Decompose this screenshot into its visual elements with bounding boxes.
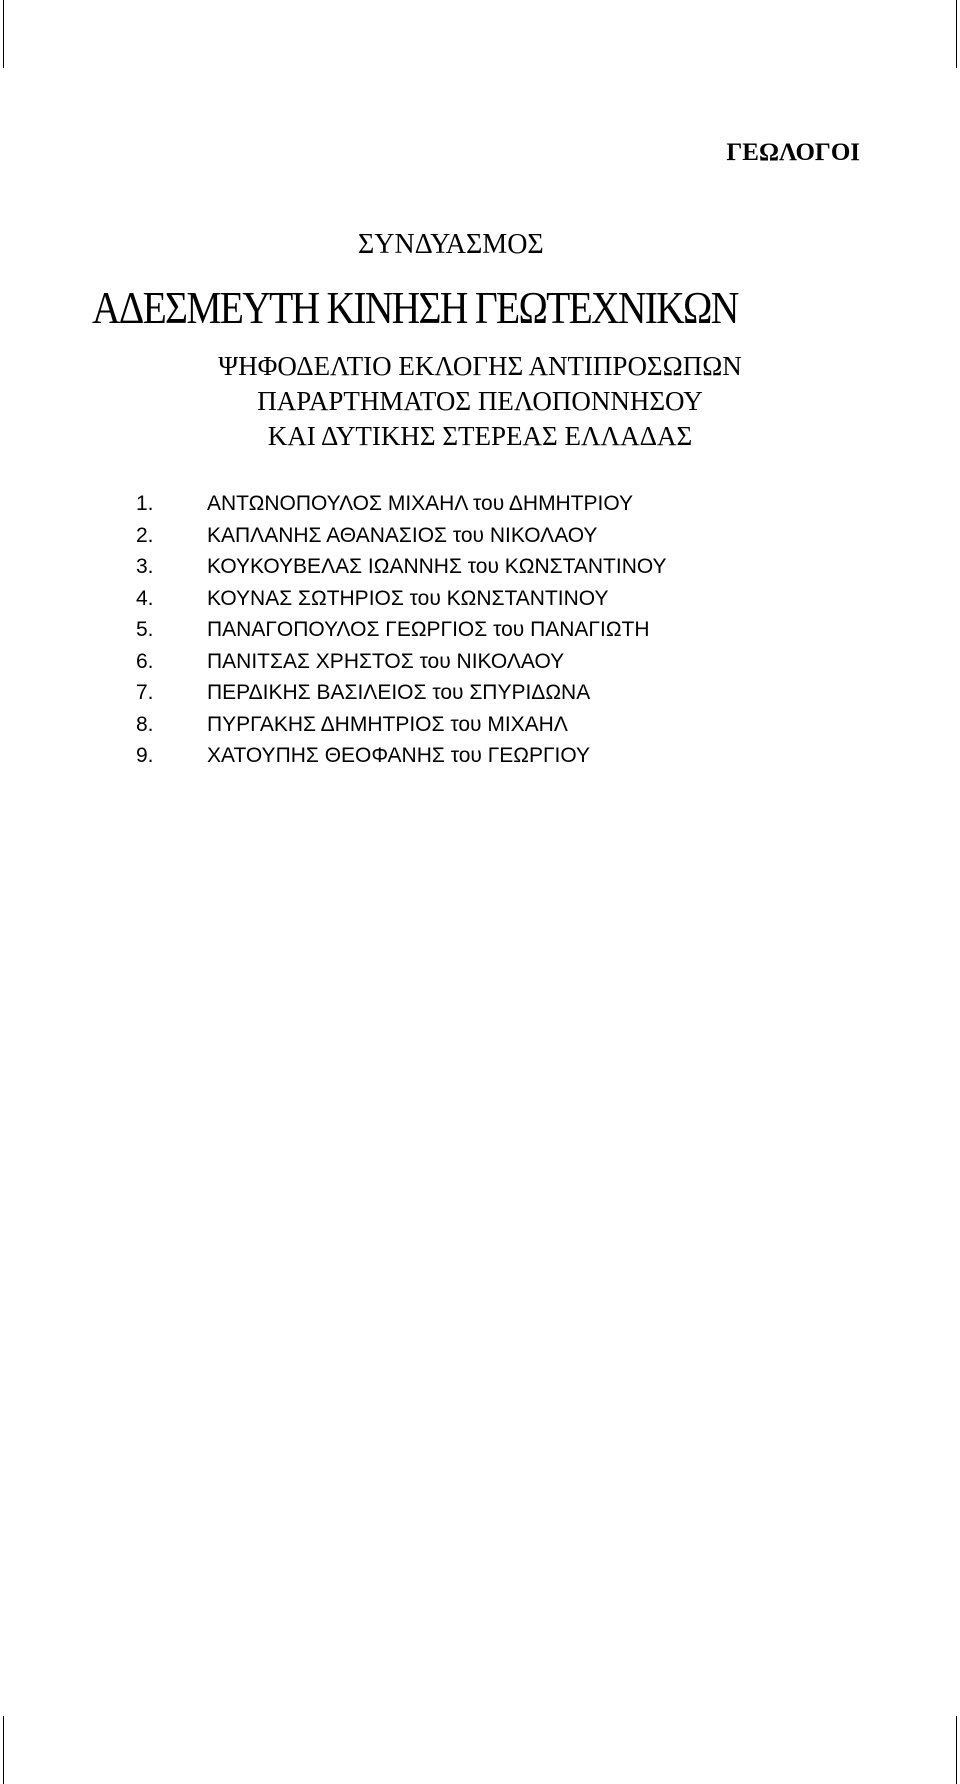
candidate-item xyxy=(136,520,667,552)
candidate-number: 2. xyxy=(136,523,154,547)
coalition-name: ΑΔΕΣΜΕΥΤΗ ΚΙΝΗΣΗ ΓΕΩΤΕΧΝΙΚΩΝ xyxy=(92,282,738,333)
candidate-name: ΠΥΡΓΑΚΗΣ ΔΗΜΗΤΡΙΟΣ του ΜΙΧΑΗΛ xyxy=(207,712,568,736)
crop-mark-top-left xyxy=(3,0,4,68)
candidate-number: 7. xyxy=(136,681,154,704)
candidate-item xyxy=(136,740,667,772)
candidate-number: 4. xyxy=(136,586,154,610)
candidate-list xyxy=(136,488,667,772)
category-label: ΓΕΩΛΟΓΟΙ xyxy=(726,139,860,166)
candidate-number: 1. xyxy=(136,492,154,515)
candidate-number: 8. xyxy=(136,712,154,736)
candidate-name: ΠΕΡΔΙΚΗΣ ΒΑΣΙΛΕΙΟΣ του ΣΠΥΡΙΔΩΝΑ xyxy=(207,681,591,704)
crop-mark-top-right xyxy=(956,0,957,68)
candidate-name: ΑΝΤΩΝΟΠΟΥΛΟΣ ΜΙΧΑΗΛ του ΔΗΜΗΤΡΙΟΥ xyxy=(207,492,634,515)
candidate-item xyxy=(136,709,667,741)
candidate-item xyxy=(136,614,667,646)
candidate-name: ΚΟΥΚΟΥΒΕΛΑΣ ΙΩΑΝΝΗΣ του ΚΩΝΣΤΑΝΤΙΝΟΥ xyxy=(207,555,667,578)
candidate-number: 3. xyxy=(136,555,154,578)
candidate-number: 6. xyxy=(136,649,154,673)
candidate-name: ΠΑΝΑΓΟΠΟΥΛΟΣ ΓΕΩΡΓΙΟΣ του ΠΑΝΑΓΙΩΤΗ xyxy=(207,618,650,641)
candidate-item xyxy=(136,551,667,583)
crop-mark-bottom-left xyxy=(3,1716,4,1784)
candidate-number: 5. xyxy=(136,618,154,641)
crop-mark-bottom-right xyxy=(956,1716,957,1784)
candidate-name: ΠΑΝΙΤΣΑΣ ΧΡΗΣΤΟΣ του ΝΙΚΟΛΑΟΥ xyxy=(207,649,565,673)
candidate-name: ΧΑΤΟΥΠΗΣ ΘΕΟΦΑΝΗΣ του ΓΕΩΡΓΙΟΥ xyxy=(207,744,591,767)
ballot-title xyxy=(0,349,960,454)
candidate-number: 9. xyxy=(136,744,154,767)
candidate-name: ΚΟΥΝΑΣ ΣΩΤΗΡΙΟΣ του ΚΩΝΣΤΑΝΤΙΝΟΥ xyxy=(207,586,609,610)
candidate-item xyxy=(136,677,667,709)
candidate-item xyxy=(136,583,667,615)
candidate-name: ΚΑΠΛΑΝΗΣ ΑΘΑΝΑΣΙΟΣ του ΝΙΚΟΛΑΟΥ xyxy=(207,523,598,547)
ballot-title-line: ΚΑΙ ΔΥΤΙΚΗΣ ΣΤΕΡΕΑΣ ΕΛΛΑΔΑΣ xyxy=(267,421,693,451)
coalition-label: ΣΥΝΔΥΑΣΜΟΣ xyxy=(358,229,544,260)
ballot-title-line: ΨΗΦΟΔΕΛΤΙΟ ΕΚΛΟΓΗΣ ΑΝΤΙΠΡΟΣΩΠΩΝ xyxy=(218,351,742,381)
ballot-title-line: ΠΑΡΑΡΤΗΜΑΤΟΣ ΠΕΛΟΠΟΝΝΗΣΟΥ xyxy=(257,386,703,416)
candidate-item xyxy=(136,646,667,678)
candidate-item xyxy=(136,488,667,520)
